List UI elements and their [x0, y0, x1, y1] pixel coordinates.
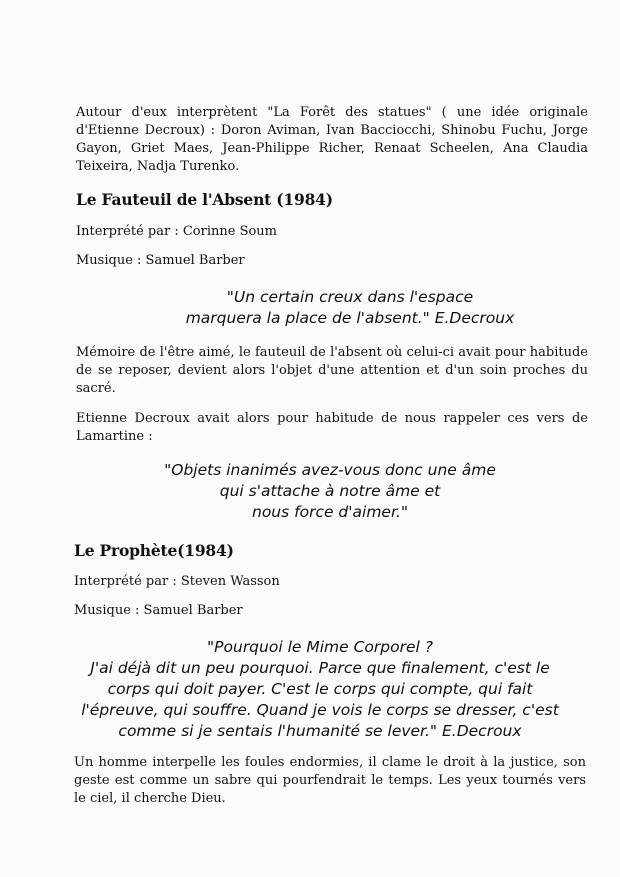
performer-line: Interprété par : Steven Wasson	[74, 574, 280, 589]
fauteuil-description: Mémoire de l'être aimé, le fauteuil de l'absent où celui-ci avait pour habitude de se reposer, devient alors l'objet d'une attention et d'un soin proches du sacré.	[76, 345, 588, 396]
quote-line: J'ai déjà dit un peu pourquoi. Parce que finalement, c'est le	[90, 659, 550, 677]
quote-line: marquera la place de l'absent." E.Decroux	[185, 309, 515, 327]
quote-line: "Un certain creux dans l'espace	[226, 288, 474, 306]
prophete-description: Un homme interpelle les foules endormies, il clame le droit à la justice, son geste est comme un sabre qui pourfendrait le temps. Les yeux tournés vers le ciel, il cherche Dieu.	[74, 755, 586, 806]
quote-line: "Pourquoi le Mime Corporel ?	[207, 638, 433, 656]
music-line: Musique : Samuel Barber	[74, 603, 243, 618]
quote-mime-corporel	[70, 637, 570, 742]
poem-line: "Objets inanimés avez-vous donc une âme	[164, 461, 496, 479]
poem-line: nous force d'aimer."	[252, 503, 408, 521]
section-title-fauteuil: Le Fauteuil de l'Absent (1984)	[76, 190, 333, 209]
quote-line: corps qui doit payer. C'est le corps qui compte, qui fait	[107, 680, 533, 698]
quote-line: comme si je sentais l'humanité se lever." E.Decroux	[118, 722, 522, 740]
section-title-prophete: Le Prophète(1984)	[74, 541, 234, 560]
poem-line: qui s'attache à notre âme et	[219, 482, 441, 500]
performer-line: Interprété par : Corinne Soum	[76, 224, 277, 239]
intro-paragraph: Autour d'eux interprètent "La Forêt des statues" ( une idée originale d'Etienne Decroux) : Doron Aviman, Ivan Bacciocchi, Shinobu Fuchu, Jorge Gayon, Griet Maes, Jean-Philippe Richer, Renaat Scheelen, Ana Claudia Teixeira, Nadja Turenko.	[76, 105, 588, 174]
lamartine-poem	[80, 460, 580, 523]
quote-line: l'épreuve, qui souffre. Quand je vois le corps se dresser, c'est	[81, 701, 559, 719]
lamartine-intro: Etienne Decroux avait alors pour habitude de nous rappeler ces vers de Lamartine :	[76, 411, 588, 444]
music-line: Musique : Samuel Barber	[76, 253, 245, 268]
quote-absent	[100, 287, 600, 329]
